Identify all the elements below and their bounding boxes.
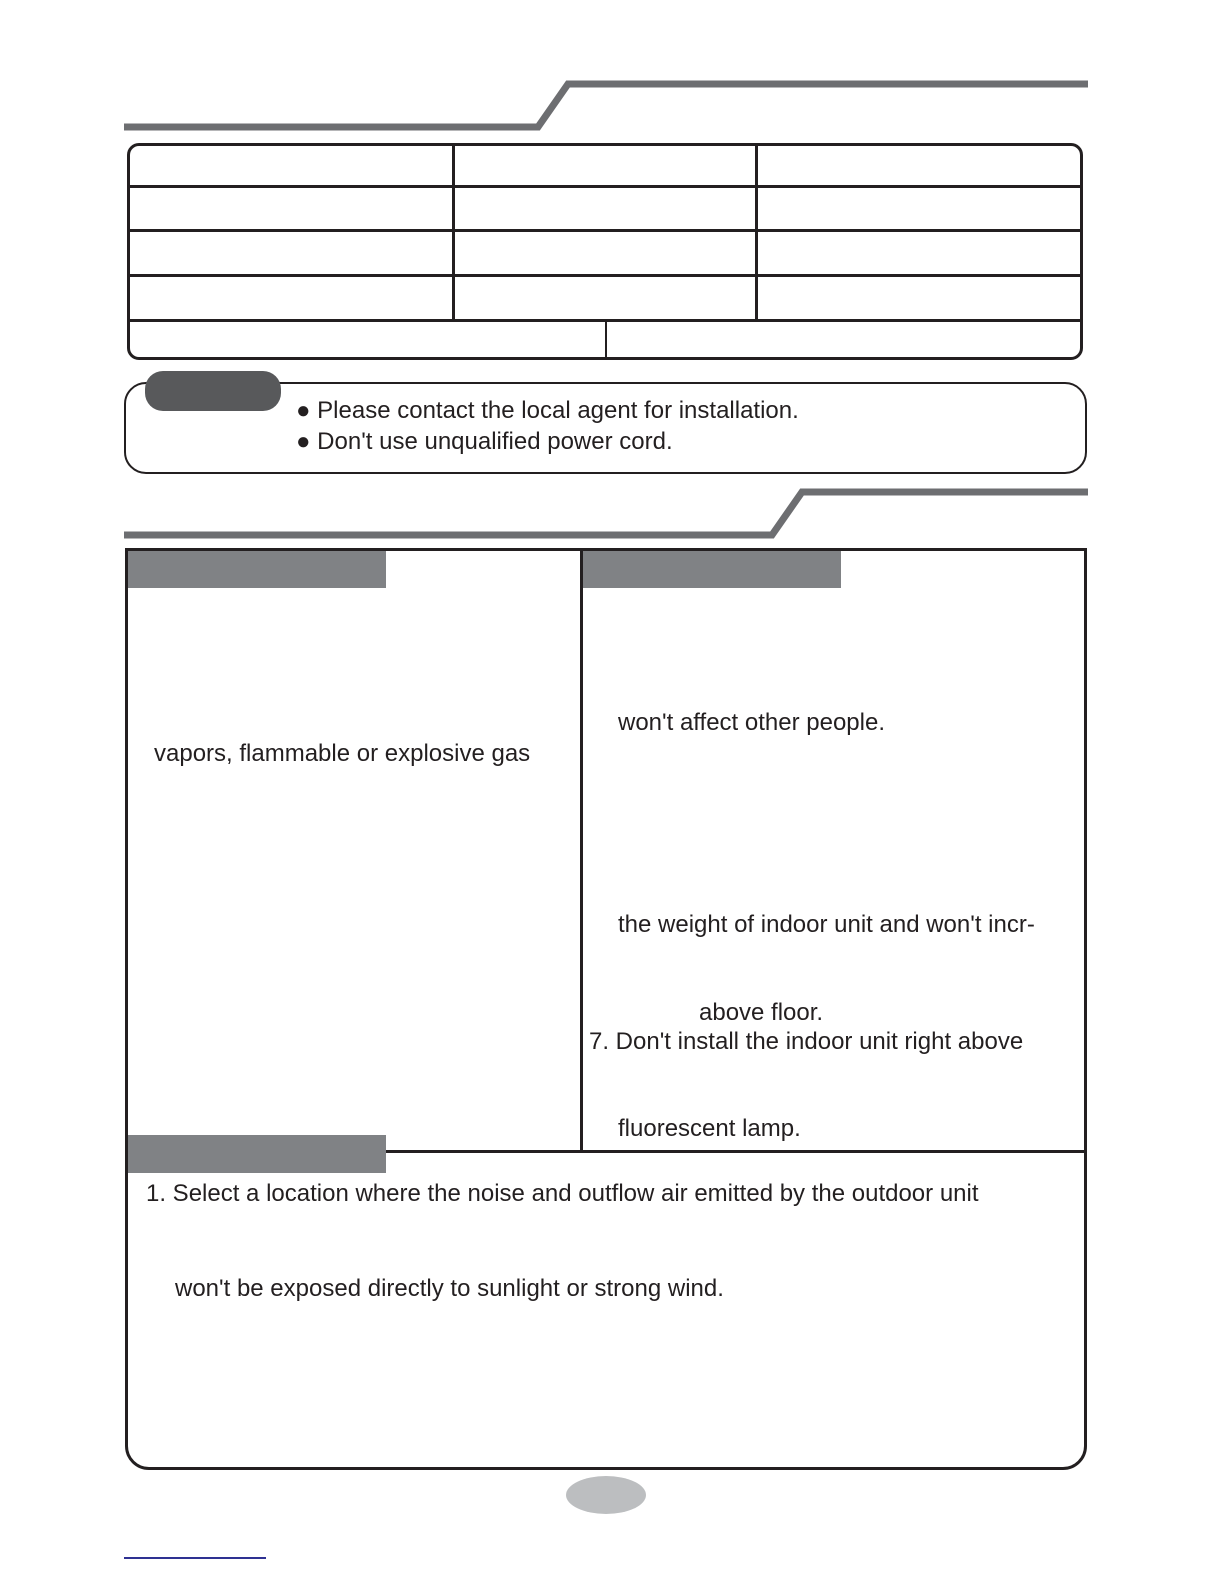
indoor-right-text: the weight of indoor unit and won't incr- — [618, 911, 1035, 938]
spec-table — [127, 143, 1083, 360]
outdoor-header-bar — [128, 1135, 386, 1173]
indoor-right-header-bar — [583, 551, 841, 588]
table-col-divider — [452, 146, 455, 319]
indoor-left-header-bar — [128, 551, 386, 588]
column-divider — [580, 551, 583, 1150]
indoor-left-text: vapors, flammable or explosive gas — [154, 740, 531, 767]
outdoor-text: won't be exposed directly to sunlight or strong wind. — [175, 1275, 724, 1302]
outdoor-text: 1. Select a location where the noise and outflow air emitted by the outdoor unit — [146, 1180, 979, 1207]
caution-label-tab — [145, 371, 281, 411]
caution-item: ● Don't use unqualified power cord. — [296, 428, 673, 455]
table-row-divider — [130, 185, 1080, 188]
table-row-divider — [130, 229, 1080, 232]
indoor-right-text: 7. Don't install the indoor unit right above — [589, 1028, 1024, 1055]
section-divider — [386, 1150, 1087, 1153]
table-row-divider — [130, 274, 1080, 277]
table-col-divider — [755, 146, 758, 319]
caution-item: ● Please contact the local agent for installation. — [296, 397, 799, 424]
page-number-oval — [566, 1476, 646, 1514]
footer-line — [124, 1557, 266, 1559]
indoor-right-text: fluorescent lamp. — [618, 1115, 801, 1142]
table-col-divider — [605, 319, 607, 357]
location-box — [125, 548, 1087, 1470]
indoor-right-text: won't affect other people. — [618, 709, 885, 736]
indoor-right-text: above floor. — [699, 999, 824, 1026]
